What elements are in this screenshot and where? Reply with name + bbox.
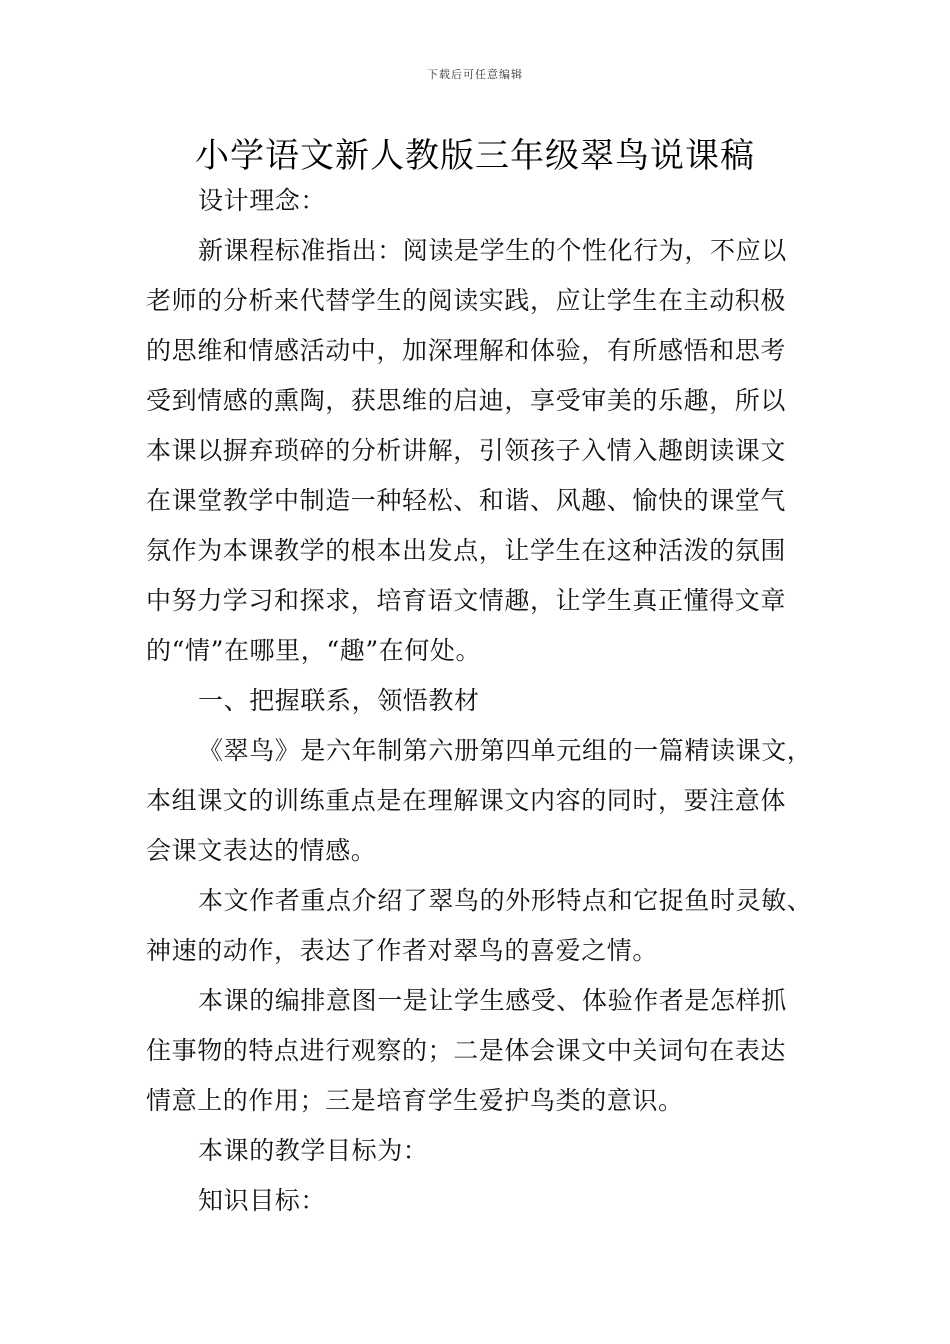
body-line: 中努力学习和探求，培育语文情趣，让学生真正懂得文章	[146, 586, 787, 615]
document-title: 小学语文新人教版三年级翠鸟说课稿	[195, 136, 755, 176]
body-line: 情意上的作用；三是培育学生爱护鸟类的意识。	[146, 1086, 684, 1115]
body-line: 新课程标准指出：阅读是学生的个性化行为，不应以	[198, 236, 787, 265]
body-line: 本课以摒弃琐碎的分析讲解，引领孩子入情入趣朗读课文	[146, 436, 787, 465]
body-line: 老师的分析来代替学生的阅读实践，应让学生在主动积极	[146, 286, 787, 315]
section-heading: 一、把握联系，领悟教材	[198, 686, 480, 715]
body-line: 氛作为本课教学的根本出发点，让学生在这种活泼的氛围	[146, 536, 787, 565]
body-line: 的思维和情感活动中，加深理解和体验，有所感悟和思考	[146, 336, 787, 365]
header-note: 下载后可任意编辑	[427, 68, 523, 81]
body-line: 神速的动作，表达了作者对翠鸟的喜爱之情。	[146, 936, 659, 965]
body-line: 设计理念：	[198, 186, 327, 215]
body-line: 本课的编排意图一是让学生感受、体验作者是怎样抓	[198, 986, 787, 1015]
body-line: 受到情感的熏陶，获思维的启迪，享受审美的乐趣，所以	[146, 386, 787, 415]
body-line: 会课文表达的情感。	[146, 836, 377, 865]
body-line: 知识目标：	[198, 1186, 327, 1215]
body-line: 在课堂教学中制造一种轻松、和谐、风趣、愉快的课堂气	[146, 486, 787, 515]
body-line: 《翠鸟》是六年制第六册第四单元组的一篇精读课文，	[198, 736, 813, 765]
body-line: 住事物的特点进行观察的；二是体会课文中关词句在表达	[146, 1036, 787, 1065]
body-line: 本组课文的训练重点是在理解课文内容的同时，要注意体	[146, 786, 787, 815]
body-line: 的“情”在哪里，“趣”在何处。	[146, 636, 482, 665]
body-line: 本文作者重点介绍了翠鸟的外形特点和它捉鱼时灵敏、	[198, 886, 813, 915]
body-line: 本课的教学目标为：	[198, 1136, 429, 1165]
